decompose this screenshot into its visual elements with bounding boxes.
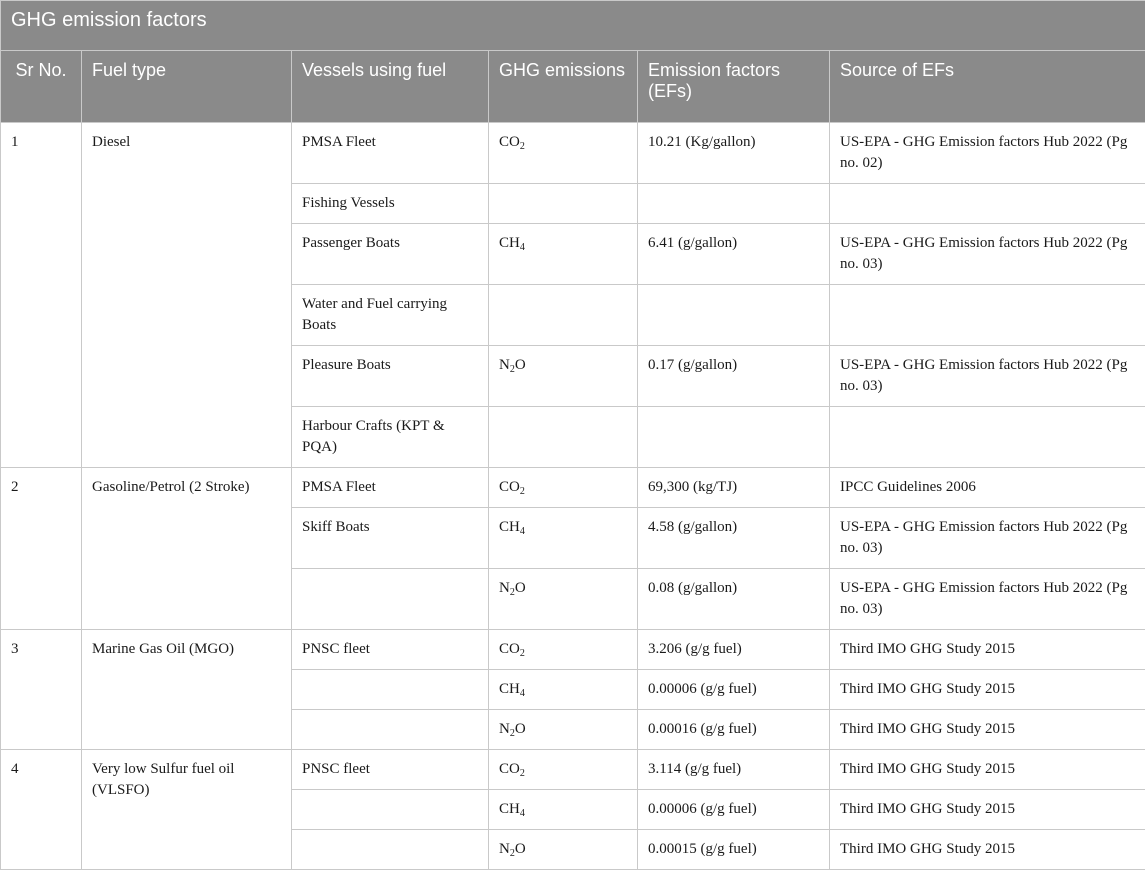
ghg-cell: $N_2O$ [489,710,638,750]
ghg-cell: $CH_4$ [489,670,638,710]
ghg-cell: $CH_4$ [489,224,638,285]
vessel-cell [292,830,489,870]
source-cell: IPCC Guidelines 2006 [830,468,1145,508]
ghg-cell: $CH_4$ [489,508,638,569]
fuel-type-cell: Very low Sulfur fuel oil (VLSFO) [82,750,292,870]
vessel-cell [292,790,489,830]
vessel-cell [292,670,489,710]
vessel-cell: PMSA Fleet [292,468,489,508]
fuel-type-cell: Diesel [82,123,292,468]
source-cell: Third IMO GHG Study 2015 [830,710,1145,750]
fuel-type-cell: Gasoline/Petrol (2 Stroke) [82,468,292,630]
source-cell: US-EPA - GHG Emission factors Hub 2022 (Pg no. 03) [830,569,1145,630]
ef-cell: 10.21 (Kg/gallon) [638,123,830,184]
sr-no-cell: 4 [1,750,82,870]
source-cell: US-EPA - GHG Emission factors Hub 2022 (Pg no. 02) [830,123,1145,184]
ef-cell: 0.17 (g/gallon) [638,346,830,407]
vessel-cell: PNSC fleet [292,750,489,790]
vessel-cell: Skiff Boats [292,508,489,569]
ef-cell: 6.41 (g/gallon) [638,224,830,285]
ghg-cell: $N_2O$ [489,569,638,630]
ef-cell: 3.206 (g/g fuel) [638,630,830,670]
fuel-type-cell: Marine Gas Oil (MGO) [82,630,292,750]
vessel-cell: Harbour Crafts (KPT & PQA) [292,407,489,468]
ef-cell [638,407,830,468]
source-cell: Third IMO GHG Study 2015 [830,750,1145,790]
source-cell: Third IMO GHG Study 2015 [830,790,1145,830]
table-row [1,630,1145,670]
ef-cell [638,285,830,346]
ef-cell: 0.00015 (g/g fuel) [638,830,830,870]
vessel-cell: PNSC fleet [292,630,489,670]
header-ghg-emissions: GHG emissions [489,51,638,123]
source-cell: US-EPA - GHG Emission factors Hub 2022 (Pg no. 03) [830,224,1145,285]
sr-no-cell: 3 [1,630,82,750]
header-sr-no: Sr No. [1,51,82,123]
table-title: GHG emission factors [1,1,1145,51]
source-cell [830,184,1145,224]
ghg-cell [489,285,638,346]
ghg-cell [489,184,638,224]
ef-cell: 3.114 (g/g fuel) [638,750,830,790]
source-cell: US-EPA - GHG Emission factors Hub 2022 (Pg no. 03) [830,508,1145,569]
vessel-cell [292,569,489,630]
sr-no-cell: 2 [1,468,82,630]
vessel-cell: PMSA Fleet [292,123,489,184]
ghg-cell: $CO_2$ [489,468,638,508]
ef-cell: 0.00006 (g/g fuel) [638,790,830,830]
ghg-cell: $N_2O$ [489,830,638,870]
ef-cell: 0.00016 (g/g fuel) [638,710,830,750]
source-cell [830,285,1145,346]
ghg-cell: $CO_2$ [489,630,638,670]
source-cell: Third IMO GHG Study 2015 [830,670,1145,710]
ghg-cell: $CO_2$ [489,123,638,184]
source-cell: US-EPA - GHG Emission factors Hub 2022 (Pg no. 03) [830,346,1145,407]
vessel-cell: Pleasure Boats [292,346,489,407]
ef-cell: 69,300 (kg/TJ) [638,468,830,508]
vessel-cell: Water and Fuel carrying Boats [292,285,489,346]
ef-cell: 0.08 (g/gallon) [638,569,830,630]
table-row [1,123,1145,184]
vessel-cell: Passenger Boats [292,224,489,285]
ef-cell: 4.58 (g/gallon) [638,508,830,569]
source-cell: Third IMO GHG Study 2015 [830,630,1145,670]
header-fuel-type: Fuel type [82,51,292,123]
header-vessels: Vessels using fuel [292,51,489,123]
table-row [1,750,1145,790]
header-row [1,51,1145,123]
header-source: Source of EFs [830,51,1145,123]
header-emission-factors: Emission factors (EFs) [638,51,830,123]
vessel-cell [292,710,489,750]
ef-cell [638,184,830,224]
ef-cell: 0.00006 (g/g fuel) [638,670,830,710]
source-cell: Third IMO GHG Study 2015 [830,830,1145,870]
sr-no-cell: 1 [1,123,82,468]
ghg-cell: $CO_2$ [489,750,638,790]
source-cell [830,407,1145,468]
vessel-cell: Fishing Vessels [292,184,489,224]
ghg-cell: $N_2O$ [489,346,638,407]
ghg-cell: $CH_4$ [489,790,638,830]
table-row [1,468,1145,508]
table-title-row [1,1,1145,51]
ghg-cell [489,407,638,468]
